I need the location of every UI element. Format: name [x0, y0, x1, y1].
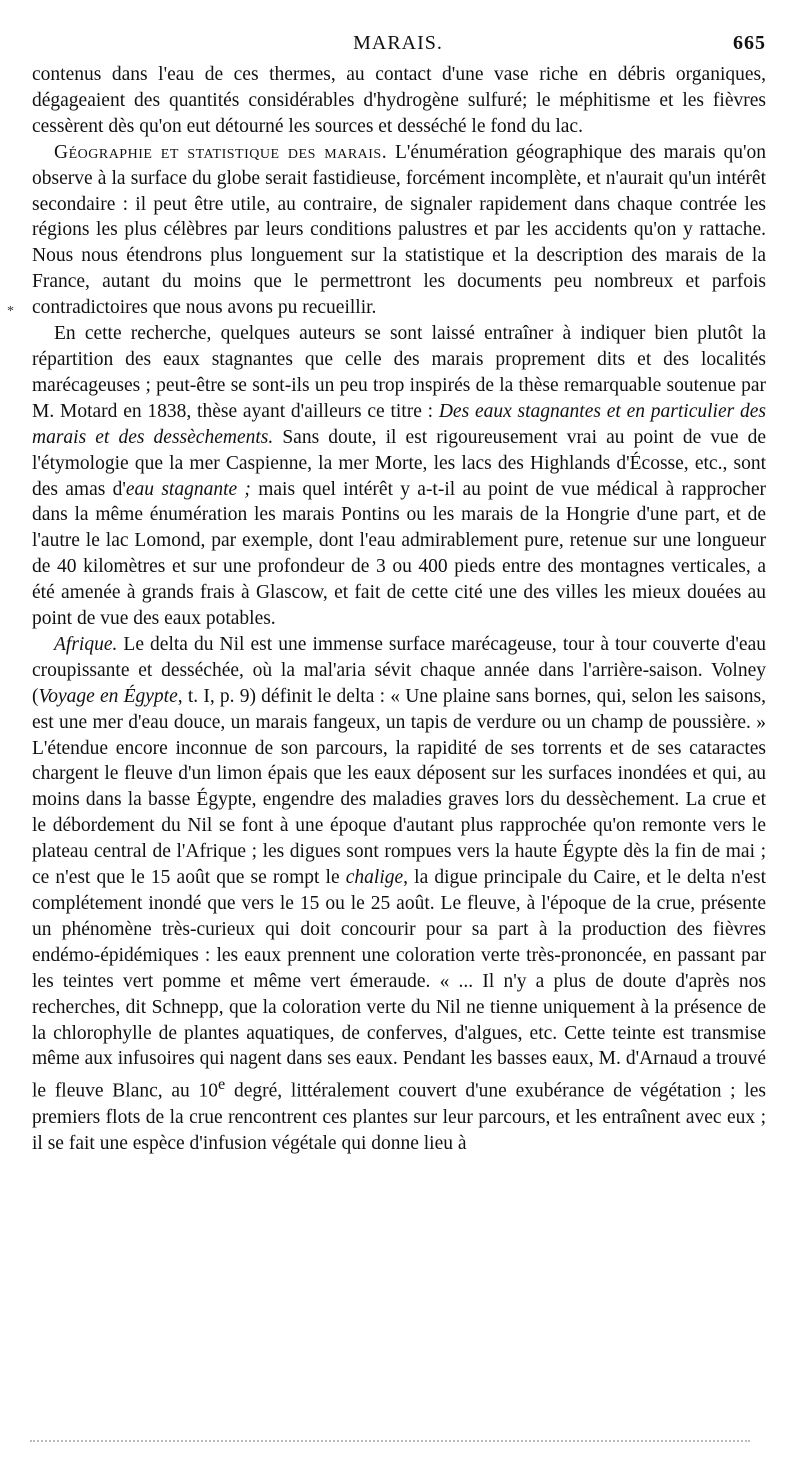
- italic-title: Des eaux stagnantes et en particulier des marais et des dessèchements.: [32, 400, 766, 448]
- body-text: [32, 62, 766, 1157]
- paragraph-text: , la digue principale du Caire, et le delta n'est complétement inondé que vers le 15 ou le 25 août. Le fleuve, à l'époque de la crue, présente un phénomène très-curieux qui doit concourir pour sa part à la production des fièvres endémo-épidémiques : les eaux prennent une coloration verte très-prononcée, en passant par les teintes vert pomme et même vert émeraude. « ... Il n'y a plus de doute d'après nos recherches, dit Schnepp, que la coloration verte du Nil ne tienne uniquement à la présence de la chlorophylle de plantes aquatiques, de conferves, d'algues, etc. Cette teinte est transmise même aux infusoires qui nagent dans ses eaux. Pendant les basses eaux, M. d'Arnaud a trouvé le fleuve Blanc, au 10: [32, 867, 766, 1102]
- superscript: e: [218, 1075, 226, 1094]
- italic-term: eau stagnante ;: [125, 478, 251, 500]
- region-label: Afrique.: [54, 633, 118, 655]
- running-header: [30, 14, 766, 54]
- margin-mark: *: [7, 304, 14, 319]
- paragraph-text: L'énumération géographique des marais qu'on observe à la surface du globe serait fastidieuse, forcément incomplète, et n'aurait qu'un intérêt secondaire : il peut être utile, au contraire, de signaler rapidement dans chaque contrée les régions les plus célèbres par leurs conditions palustres et par les accidents qu'on y rattache. Nous nous étendrons plus longuement sur la statistique et la description des marais de la France, autant du moins que le permettront les documents peu nombreux et parfois contradictoires que nous avons pu recueillir.: [32, 141, 767, 319]
- paragraph-text: Le delta du Nil est une immense surface marécageuse, tour à tour couverte d'eau croupissante et desséchée, où la mal'aria sévit chaque année dans l'arrière-saison. Volney (: [32, 633, 766, 707]
- paragraph-afrique: [32, 632, 766, 1157]
- paragraph-text: degré, littéralement couvert d'une exubérance de végétation ; les premiers flots de la crue rencontrent ces plantes sur leur parcours, et les entraînent avec eux ; il se fait une espèce d'infusion végétale qui donne lieu à: [32, 1080, 767, 1154]
- section-heading: Géographie et statistique des marais.: [54, 141, 388, 163]
- paragraph-thermes: [32, 62, 766, 140]
- running-title: MARAIS.: [353, 32, 443, 54]
- paragraph-text: Sans doute, il est rigoureusement vrai au point de vue de l'étymologie que la mer Caspienne, la mer Morte, les lacs des Highlands d'Écosse, etc., sont des amas d': [32, 426, 766, 500]
- paragraph-text: En cette recherche, quelques auteurs se sont laissé entraîner à indiquer bien plutôt la répartition des eaux stagnantes que celle des marais proprement dits et des localités marécageuses ; peut-être se sont-ils un peu trop inspirés de la thèse remarquable soutenue par M. Motard en 1838, thèse ayant d'ailleurs ce titre :: [32, 323, 766, 422]
- paragraph-recherche: [32, 321, 766, 632]
- paragraph-text: contenus dans l'eau de ces thermes, au contact d'une vase riche en débris organiques, dégageaient des quantités considérables d'hydrogène sulfuré; le méphitisme et les fièvres cessèrent dès qu'on eut détourné les sources et desséché le fond du lac.: [32, 64, 766, 137]
- page-number: 665: [733, 32, 766, 54]
- paragraph-text: , t. I, p. 9) définit le delta : « Une plaine sans bornes, qui, selon les saisons, est une mer d'eau douce, un marais fangeux, un tapis de verdure ou un champ de poussière. » L'étendue encore inconnue de son parcours, la rapidité de ses torrents et de ses cataractes chargent le fleuve d'un limon épais que les eaux déposent sur les surfaces inondées et qui, au moins dans la basse Égypte, engendre des maladies graves lors du dessèchement. La crue et le débordement du Nil se font à une époque d'autant plus rapprochée qu'on remonte vers le plateau central de l'Afrique ; les digues sont rompues vers la haute Égypte dès la fin de mai ; ce n'est que le 15 août que se rompt le: [32, 685, 766, 889]
- paragraph-text: mais quel intérêt y a-t-il au point de vue médical à rapprocher dans la même énumération les marais Pontins ou les marais de la Hongrie d'une part, et de l'autre le lac Lomond, par exemple, dont l'eau admirablement pure, retenue sur une longueur de 40 kilomètres et sur une profondeur de 3 ou 400 pieds entre des montagnes verticales, a été amenée à grands frais à Glascow, et fait de cette cité une des villes les mieux douées au point de vue des eaux potables.: [32, 478, 767, 630]
- italic-title: Voyage en Égypte: [38, 685, 178, 707]
- footer-rule: [30, 1440, 750, 1442]
- paragraph-geographie: [32, 140, 766, 321]
- italic-term: chalige: [345, 867, 404, 889]
